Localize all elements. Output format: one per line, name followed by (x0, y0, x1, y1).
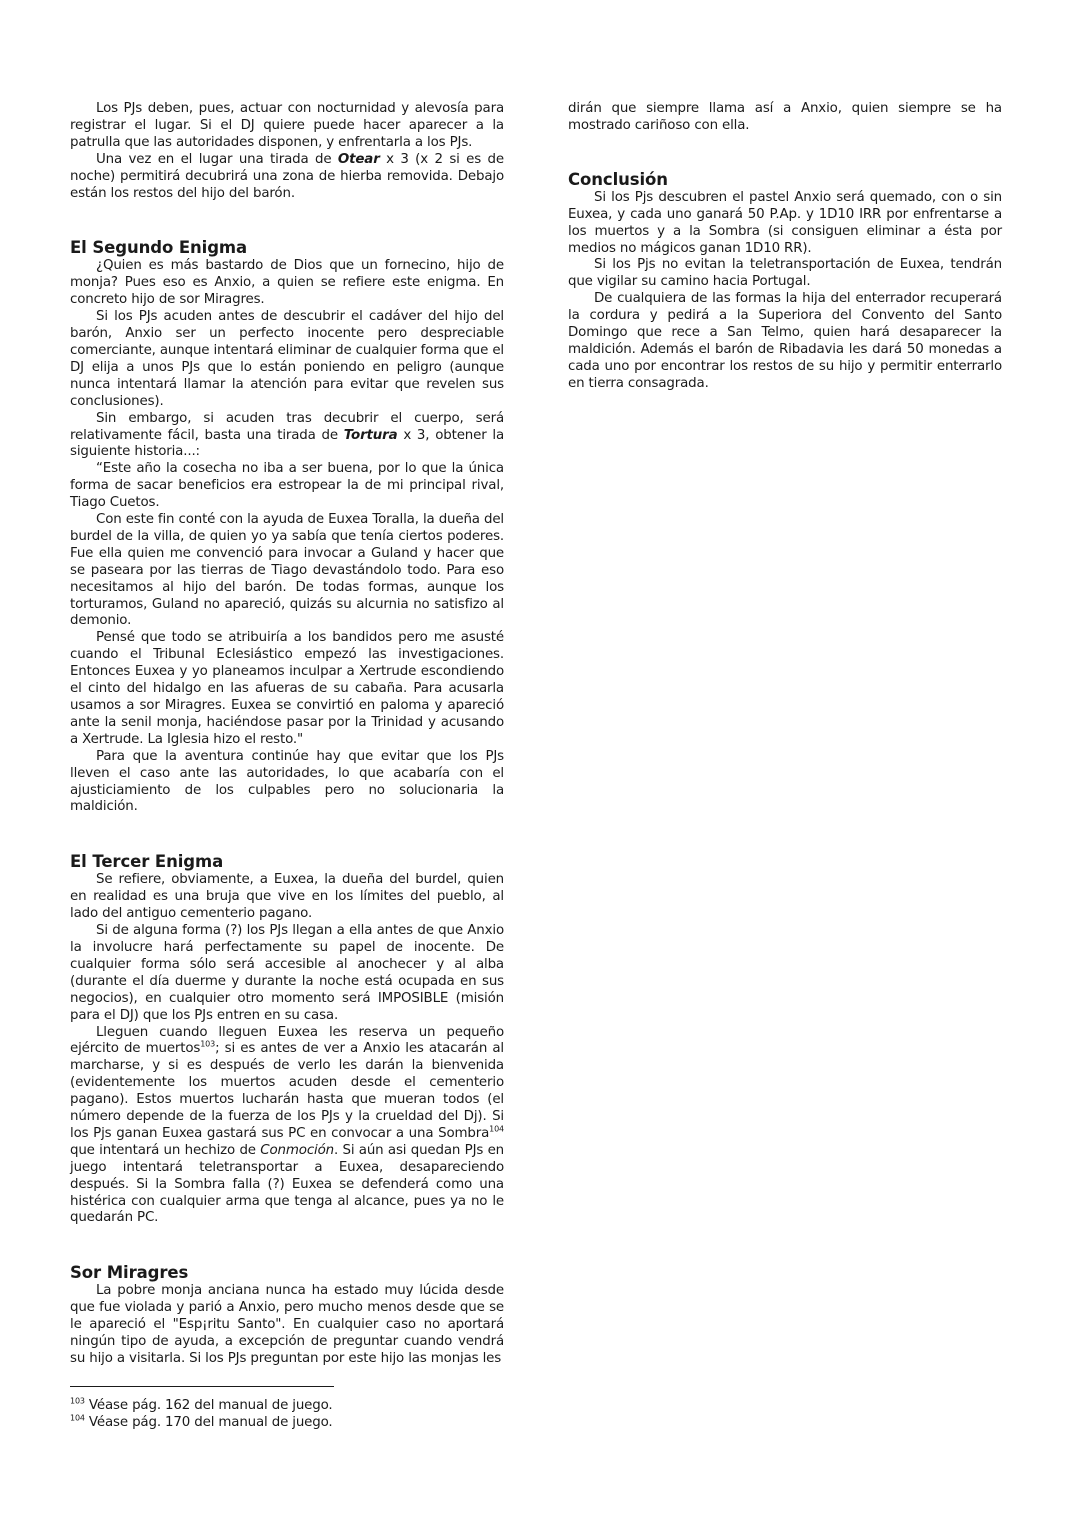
text-run: Sin embargo, si acuden tras decubrir el cuerpo, será relativamente fácil, basta una tirada de (70, 410, 504, 443)
section-heading: Conclusión (568, 169, 668, 189)
paragraph: Si los PJs acuden antes de descubrir el cadáver del hijo del barón, Anxio ser un perfecto inocente pero despreciable comerciante, aunque intentará eliminar de cualquier forma que el DJ elija a unos PJs que lo están poniendo en peligro (aunque nunca intentará llamar la atención para evitar que revelen sus conclusiones). (70, 309, 504, 409)
footnote-text: Véase pág. 170 del manual de juego. (84, 1415, 333, 1430)
paragraph (70, 411, 504, 462)
paragraph (70, 152, 504, 203)
paragraph: dirán que siempre llama así a Anxio, quien siempre se ha mostrado cariñoso con ella. (568, 101, 1002, 133)
right-column (568, 101, 1002, 393)
text-run: ; si es antes de ver a Anxio les atacarán al marcharse, y si es después de verlo les darán la bienvenida (evidentemente los muertos acuden desde el cementerio pagano). Estos muertos lucharán hasta que mueran todos (el número depende de la fuerza de los PJs y la crueldad del Dj). Si los Pjs ganan Euxea gastará sus PC en convocar a una Sombra (70, 1041, 504, 1141)
footnote (70, 1397, 504, 1414)
paragraph: Si los Pjs no evitan la teletransportación de Euxea, tendrán que vigilar su camino hacia Portugal. (568, 257, 1002, 290)
paragraph: Con este fin conté con la ayuda de Euxea Toralla, la dueña del burdel de la villa, de quien yo ya sabía que tenía ciertos poderes. Fue ella quien me convenció para invocar a Guland y hacer que se paseara por las tierras de Tiago devastándolo todo. Para eso necesitamos al hijo del barón. De todas formas, aunque los torturamos, Guland no apareció, quizás su alcurnia no satisfizo al demonio. (70, 512, 504, 629)
skill-term: Otear (337, 151, 380, 167)
paragraph (70, 1025, 504, 1228)
section-heading: El Segundo Enigma (70, 238, 248, 258)
paragraph: “Este año la cosecha no iba a ser buena, por lo que la única forma de sacar beneficios era estropear la de mi principal rival, Tiago Cuetos. (70, 461, 504, 511)
paragraph: De cualquiera de las formas la hija del enterrador recuperará la cordura y pedirá a la Superiora del Convento del Santo Domingo que rece a San Telmo, quien hará desaparecer la maldición. Además el barón de Ribadavia les dará 50 monedas a cada uno por encontrar los restos de su hijo y permitir enterrarlo en tierra consagrada. (568, 291, 1002, 391)
text-run: Lleguen cuando lleguen Euxea les reserva un pequeño ejército de muertos (70, 1024, 504, 1057)
paragraph: Para que la aventura continúe hay que evitar que los PJs lleven el caso ante las autoridades, lo que acabaría con el ajusticiamiento de los culpables pero no solucionaria la maldición. (70, 748, 504, 815)
paragraph: Si de alguna forma (?) los PJs llegan a ella antes de que Anxio la involucre hará perfectamente su papel de inocente. De cualquier forma sólo será accesible al anochecer y al alba (durante el día duerme y durante la noche está ocupada en sus negocios), en cualquier otro momento será IMPOSIBLE (misión para el DJ) que los PJs entren en su casa. (70, 923, 504, 1023)
skill-term: Tortura (343, 427, 398, 443)
footnote-text: Véase pág. 162 del manual de juego. (84, 1398, 333, 1413)
footnote-ref[interactable]: 103 (200, 1039, 216, 1049)
text-run: que intentará un hechizo de (70, 1142, 261, 1158)
footnotes (70, 1397, 504, 1431)
paragraph: La pobre monja anciana nunca ha estado muy lúcida desde que fue violada y parió a Anxio, pero mucho menos desde que se le apareció el "Esp¡ritu Santo". En cualquier caso no aportará ningún tipo de ayuda, a excepción de preguntar cuando vendrá su hijo a visitarla. Si los PJs preguntan por este hijo las monjas les (70, 1283, 504, 1366)
text-run: x 3, obtener la siguiente historia...: (70, 427, 504, 460)
footnote-ref[interactable]: 104 (489, 1124, 504, 1134)
paragraph: Se refiere, obviamente, a Euxea, la dueña del burdel, quien en realidad es una bruja que vive en los límites del pueblo, al lado del antiguo cementerio pagano. (70, 872, 504, 922)
footnote-number: 103 (70, 1396, 85, 1406)
section-heading: El Tercer Enigma (70, 852, 224, 872)
text-run: x 3 (x 2 si es de noche) permitirá decubrirá una zona de hierba removida. Debajo están los restos del hijo del barón. (70, 151, 505, 201)
paragraph: ¿Quien es más bastardo de Dios que un fornecino, hijo de monja? Pues eso es Anxio, a quien se refiere este enigma. En concreto hijo de sor Miragres. (70, 258, 504, 308)
paragraph: Pensé que todo se atribuiría a los bandidos pero me asusté cuando el Tribunal Eclesiástico empezó las investigaciones. Entonces Euxea y yo planeamos inculpar a Xertrude escondiendo el cinto del hidalgo en las afueras de su cabaña. Para acusarla usamos a sor Miragres. Euxea se convirtió en paloma y apareció ante la senil monja, haciéndose pasar por la Trinidad y acusando a Xertrude. La Iglesia hizo el resto." (70, 630, 504, 747)
footnote (70, 1414, 504, 1431)
paragraph: Si los Pjs descubren el pastel Anxio será quemado, con o sin Euxea, y cada uno ganará 50 P.Ap. y 1D10 IRR por enfrentarse a los muertos y a la Sombra (si consiguen eliminar a ésta por medios no mágicos ganan 1D10 RR). (568, 189, 1002, 256)
spell-term: Conmoción (260, 1142, 334, 1158)
text-run: . Si aún asi quedan PJs en juego intentará teletransportar a Euxea, desapareciendo después. Si la Sombra falla (?) Euxea se defenderá como una histérica con cualquier arma que tenga al alcance, pues ya no le quedarán PC. (70, 1142, 505, 1226)
text-run: Una vez en el lugar una tirada de (96, 151, 338, 167)
paragraph: Los PJs deben, pues, actuar con nocturnidad y alevosía para registrar el lugar. Si el DJ quiere puede hacer aparecer a la patrulla que las autoridades disponen, y enfrentarla a los PJs. (70, 101, 504, 150)
left-column (70, 101, 504, 1368)
footnote-divider (70, 1386, 334, 1387)
footnote-number: 104 (70, 1413, 85, 1423)
section-heading: Sor Miragres (70, 1263, 189, 1283)
